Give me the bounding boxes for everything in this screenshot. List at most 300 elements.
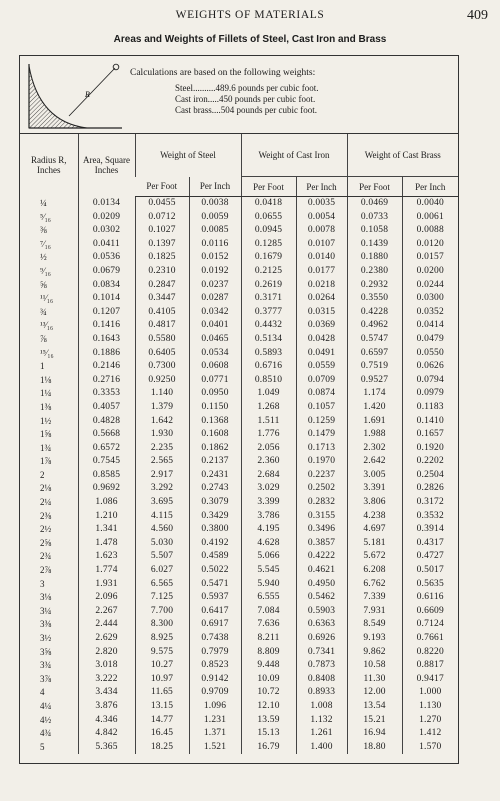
cell-radius: ¹⁵⁄₁₆ [40, 347, 54, 358]
cell-area: 0.4828 [78, 415, 135, 429]
cell-brass-per-inch: 0.1410 [402, 415, 458, 429]
table-row [20, 659, 458, 673]
cell-area: 1.931 [78, 578, 135, 592]
cell-iron-per-foot: 0.1679 [241, 251, 296, 265]
cell-brass-per-foot: 13.54 [347, 700, 402, 714]
cell-steel-per-foot: 7.125 [135, 591, 189, 605]
cell-brass-per-inch: 0.2826 [402, 482, 458, 496]
cell-brass-per-inch: 1.412 [402, 727, 458, 741]
cell-area: 0.7545 [78, 455, 135, 469]
table-row [20, 455, 458, 469]
cell-radius: ½ [40, 252, 47, 263]
cell-iron-per-inch: 1.261 [296, 727, 347, 741]
table-row [20, 415, 458, 429]
cell-brass-per-foot: 3.806 [347, 496, 402, 510]
cell-steel-per-inch: 0.8523 [189, 659, 241, 673]
table-row [20, 618, 458, 632]
cell-iron-per-inch: 0.3857 [296, 537, 347, 551]
cell-iron-per-foot: 1.268 [241, 401, 296, 415]
cell-iron-per-foot: 1.049 [241, 387, 296, 401]
cell-steel-per-foot: 1.379 [135, 401, 189, 415]
cell-steel-per-inch: 0.0342 [189, 306, 241, 320]
cell-brass-per-foot: 0.7519 [347, 360, 402, 374]
cell-area: 5.365 [78, 741, 135, 755]
cell-steel-per-foot: 16.45 [135, 727, 189, 741]
cell-area: 0.6572 [78, 442, 135, 456]
cell-area: 0.8585 [78, 469, 135, 483]
cell-iron-per-foot: 16.79 [241, 741, 296, 755]
cell-area: 2.444 [78, 618, 135, 632]
cell-area: 2.820 [78, 646, 135, 660]
cell-steel-per-inch: 0.0401 [189, 319, 241, 333]
table-row [20, 510, 458, 524]
running-title: WEIGHTS OF MATERIALS [175, 9, 325, 21]
cell-radius: 1 [40, 361, 45, 372]
calc-line-cast-iron: Cast iron.....450 pounds per cubic foot. [175, 94, 316, 104]
cell-brass-per-foot: 4.697 [347, 523, 402, 537]
cell-iron-per-foot: 0.2619 [241, 279, 296, 293]
cell-area: 1.774 [78, 564, 135, 578]
cell-iron-per-inch: 0.0035 [296, 197, 347, 211]
cell-iron-per-foot: 3.029 [241, 482, 296, 496]
cell-iron-per-foot: 0.5134 [241, 333, 296, 347]
cell-radius: 4¼ [40, 700, 52, 711]
cell-area: 1.623 [78, 550, 135, 564]
table-row [20, 319, 458, 333]
cell-brass-per-inch: 0.7661 [402, 632, 458, 646]
cell-radius: 4 [40, 687, 45, 698]
cell-area: 2.267 [78, 605, 135, 619]
cell-steel-per-foot: 9.575 [135, 646, 189, 660]
cell-brass-per-foot: 11.30 [347, 673, 402, 687]
cell-iron-per-foot: 0.0655 [241, 211, 296, 225]
cell-brass-per-inch: 0.0352 [402, 306, 458, 320]
cell-steel-per-foot: 8.925 [135, 632, 189, 646]
table-frame [19, 55, 459, 764]
cell-iron-per-foot: 5.940 [241, 578, 296, 592]
cell-iron-per-foot: 6.555 [241, 591, 296, 605]
table-row [20, 550, 458, 564]
cell-iron-per-inch: 0.3155 [296, 510, 347, 524]
cell-brass-per-inch: 0.0550 [402, 347, 458, 361]
cell-iron-per-foot: 13.59 [241, 714, 296, 728]
cell-brass-per-inch: 0.1183 [402, 401, 458, 415]
calc-line-steel: Steel..........489.6 pounds per cubic foot. [175, 83, 319, 93]
cell-iron-per-foot: 0.3171 [241, 292, 296, 306]
cell-steel-per-inch: 0.9709 [189, 686, 241, 700]
cell-brass-per-inch: 0.8817 [402, 659, 458, 673]
page-header [0, 9, 500, 25]
cell-brass-per-foot: 0.4962 [347, 319, 402, 333]
cell-steel-per-inch: 0.3429 [189, 510, 241, 524]
cell-steel-per-foot: 0.1027 [135, 224, 189, 238]
cell-steel-per-foot: 0.7300 [135, 360, 189, 374]
cell-radius: 2⅜ [40, 510, 52, 521]
header-iron-per-foot: Per Foot [241, 177, 296, 197]
cell-brass-per-foot: 9.862 [347, 646, 402, 660]
cell-steel-per-foot: 10.97 [135, 673, 189, 687]
cell-iron-per-inch: 0.0491 [296, 347, 347, 361]
cell-iron-per-inch: 0.1713 [296, 442, 347, 456]
cell-brass-per-foot: 0.3550 [347, 292, 402, 306]
cell-steel-per-inch: 0.1150 [189, 401, 241, 415]
cell-iron-per-inch: 0.2502 [296, 482, 347, 496]
cell-steel-per-foot: 14.77 [135, 714, 189, 728]
fillet-diagram [25, 60, 125, 132]
header-area: Area, Square Inches [78, 134, 135, 197]
cell-brass-per-inch: 0.1657 [402, 428, 458, 442]
cell-radius: 2¾ [40, 551, 52, 562]
cell-iron-per-foot: 0.2125 [241, 265, 296, 279]
cell-iron-per-inch: 0.2237 [296, 469, 347, 483]
cell-iron-per-inch: 0.2832 [296, 496, 347, 510]
cell-steel-per-foot: 0.9250 [135, 374, 189, 388]
table-title: Areas and Weights of Fillets of Steel, Cast Iron and Brass [113, 34, 387, 45]
cell-brass-per-foot: 3.391 [347, 482, 402, 496]
cell-steel-per-inch: 0.0534 [189, 347, 241, 361]
cell-iron-per-inch: 0.0369 [296, 319, 347, 333]
cell-area: 0.2146 [78, 360, 135, 374]
cell-steel-per-foot: 2.235 [135, 442, 189, 456]
header-radius: Radius R, Inches [20, 134, 78, 197]
cell-brass-per-foot: 1.174 [347, 387, 402, 401]
cell-radius: 3 [40, 578, 45, 589]
cell-brass-per-inch: 0.3172 [402, 496, 458, 510]
cell-steel-per-foot: 3.695 [135, 496, 189, 510]
cell-radius: 3½ [40, 633, 52, 643]
cell-radius: 1⅛ [40, 374, 52, 385]
cell-brass-per-foot: 7.931 [347, 605, 402, 619]
cell-steel-per-foot: 0.1397 [135, 238, 189, 252]
cell-iron-per-inch: 0.8408 [296, 673, 347, 687]
cell-steel-per-foot: 5.030 [135, 537, 189, 551]
cell-area: 4.346 [78, 714, 135, 728]
cell-iron-per-foot: 8.809 [241, 646, 296, 660]
cell-steel-per-inch: 0.0192 [189, 265, 241, 279]
cell-steel-per-inch: 0.4192 [189, 537, 241, 551]
cell-radius: 2⅝ [40, 537, 52, 548]
cell-area: 0.9692 [78, 482, 135, 496]
cell-brass-per-inch: 0.0244 [402, 279, 458, 293]
cell-brass-per-inch: 0.2504 [402, 469, 458, 483]
cell-steel-per-foot: 10.27 [135, 659, 189, 673]
cell-brass-per-inch: 1.130 [402, 700, 458, 714]
cell-brass-per-foot: 1.420 [347, 401, 402, 415]
cell-iron-per-inch: 0.0264 [296, 292, 347, 306]
cell-area: 3.018 [78, 659, 135, 673]
cell-brass-per-foot: 18.80 [347, 741, 402, 755]
cell-radius: 4¾ [40, 728, 52, 739]
cell-radius: 3⅞ [40, 673, 52, 684]
cell-steel-per-foot: 0.5580 [135, 333, 189, 347]
table-row [20, 523, 458, 537]
cell-brass-per-foot: 0.1439 [347, 238, 402, 252]
cell-brass-per-inch: 0.4727 [402, 550, 458, 564]
cell-brass-per-foot: 7.339 [347, 591, 402, 605]
header-brass-per-inch: Per Inch [402, 177, 458, 197]
cell-radius: ¼ [40, 197, 47, 208]
cell-brass-per-foot: 0.4228 [347, 306, 402, 320]
cell-steel-per-foot: 5.507 [135, 550, 189, 564]
cell-area: 1.341 [78, 523, 135, 537]
cell-steel-per-inch: 0.0771 [189, 374, 241, 388]
cell-brass-per-foot: 3.005 [347, 469, 402, 483]
cell-steel-per-inch: 1.521 [189, 741, 241, 755]
table-row [20, 360, 458, 374]
cell-area: 0.1416 [78, 319, 135, 333]
cell-area: 0.1014 [78, 292, 135, 306]
cell-iron-per-foot: 7.084 [241, 605, 296, 619]
table-row [20, 741, 458, 755]
header-cast-brass: Weight of Cast Brass [347, 134, 458, 177]
cell-iron-per-inch: 0.0140 [296, 251, 347, 265]
table-row [20, 646, 458, 660]
table-row [20, 469, 458, 483]
cell-steel-per-inch: 0.6417 [189, 605, 241, 619]
cell-steel-per-inch: 0.0608 [189, 360, 241, 374]
cell-brass-per-foot: 6.762 [347, 578, 402, 592]
cell-iron-per-inch: 0.0428 [296, 333, 347, 347]
cell-iron-per-foot: 4.628 [241, 537, 296, 551]
cell-steel-per-inch: 0.3800 [189, 523, 241, 537]
cell-radius: 3¾ [40, 660, 52, 671]
cell-iron-per-foot: 0.4432 [241, 319, 296, 333]
cell-steel-per-inch: 0.4589 [189, 550, 241, 564]
cell-steel-per-inch: 0.0152 [189, 251, 241, 265]
cell-steel-per-foot: 2.917 [135, 469, 189, 483]
cell-steel-per-foot: 6.027 [135, 564, 189, 578]
cell-radius: ¹¹⁄₁₆ [40, 293, 54, 304]
table-row [20, 251, 458, 265]
cell-area: 0.5668 [78, 428, 135, 442]
cell-steel-per-inch: 0.0237 [189, 279, 241, 293]
cell-radius: 2¼ [40, 497, 52, 508]
cell-area: 0.0679 [78, 265, 135, 279]
cell-steel-per-foot: 0.1825 [135, 251, 189, 265]
cell-steel-per-foot: 1.930 [135, 428, 189, 442]
cell-iron-per-inch: 0.3496 [296, 523, 347, 537]
cell-iron-per-inch: 0.7341 [296, 646, 347, 660]
cell-brass-per-inch: 0.0794 [402, 374, 458, 388]
cell-iron-per-foot: 0.8510 [241, 374, 296, 388]
cell-iron-per-foot: 0.3777 [241, 306, 296, 320]
calc-line-cast-brass: Cast brass....504 pounds per cubic foot. [175, 105, 317, 115]
cell-brass-per-inch: 0.0979 [402, 387, 458, 401]
cell-brass-per-inch: 0.0479 [402, 333, 458, 347]
cell-iron-per-foot: 2.056 [241, 442, 296, 456]
cell-area: 0.0134 [78, 197, 135, 211]
table-row [20, 632, 458, 646]
cell-iron-per-foot: 8.211 [241, 632, 296, 646]
calc-weights [175, 83, 318, 116]
cell-iron-per-inch: 0.7873 [296, 659, 347, 673]
cell-iron-per-foot: 0.0418 [241, 197, 296, 211]
cell-brass-per-foot: 0.9527 [347, 374, 402, 388]
table-row [20, 238, 458, 252]
cell-iron-per-inch: 0.5462 [296, 591, 347, 605]
table-row [20, 374, 458, 388]
cell-area: 0.0209 [78, 211, 135, 225]
radius-label: R [85, 90, 90, 99]
cell-radius: 1⅞ [40, 456, 52, 467]
cell-steel-per-inch: 0.1368 [189, 415, 241, 429]
table-row [20, 496, 458, 510]
cell-iron-per-inch: 0.0559 [296, 360, 347, 374]
table-row [20, 714, 458, 728]
cell-iron-per-inch: 0.4621 [296, 564, 347, 578]
cell-radius: ⁹⁄₁₆ [40, 265, 51, 276]
cell-iron-per-inch: 0.1479 [296, 428, 347, 442]
cell-brass-per-foot: 16.94 [347, 727, 402, 741]
cell-brass-per-inch: 0.0157 [402, 251, 458, 265]
cell-steel-per-inch: 0.7438 [189, 632, 241, 646]
cell-steel-per-foot: 0.2847 [135, 279, 189, 293]
table-row [20, 482, 458, 496]
cell-iron-per-foot: 1.511 [241, 415, 296, 429]
cell-iron-per-inch: 0.0874 [296, 387, 347, 401]
header-steel-per-foot: Per Foot [135, 177, 189, 197]
cell-brass-per-foot: 0.5747 [347, 333, 402, 347]
cell-brass-per-inch: 0.5635 [402, 578, 458, 592]
cell-steel-per-inch: 0.2743 [189, 482, 241, 496]
cell-brass-per-foot: 0.0469 [347, 197, 402, 211]
cell-brass-per-inch: 0.5017 [402, 564, 458, 578]
cell-radius: 3⅛ [40, 592, 52, 603]
cell-steel-per-foot: 0.0455 [135, 197, 189, 211]
cell-radius: 1½ [40, 415, 52, 426]
cell-steel-per-inch: 0.9142 [189, 673, 241, 687]
cell-iron-per-inch: 0.0177 [296, 265, 347, 279]
cell-brass-per-inch: 0.9417 [402, 673, 458, 687]
cell-brass-per-foot: 0.2932 [347, 279, 402, 293]
cell-iron-per-inch: 0.6926 [296, 632, 347, 646]
cell-steel-per-foot: 0.6405 [135, 347, 189, 361]
cell-iron-per-inch: 0.5903 [296, 605, 347, 619]
cell-radius: ¹³⁄₁₆ [40, 320, 54, 331]
cell-brass-per-inch: 0.0414 [402, 319, 458, 333]
cell-steel-per-inch: 0.0116 [189, 238, 241, 252]
cell-steel-per-inch: 1.231 [189, 714, 241, 728]
table-row [20, 224, 458, 238]
cell-steel-per-inch: 0.5022 [189, 564, 241, 578]
cell-brass-per-inch: 0.7124 [402, 618, 458, 632]
cell-iron-per-inch: 1.008 [296, 700, 347, 714]
cell-steel-per-inch: 0.0287 [189, 292, 241, 306]
cell-area: 3.222 [78, 673, 135, 687]
table-row [20, 306, 458, 320]
cell-steel-per-inch: 0.5471 [189, 578, 241, 592]
table-row [20, 428, 458, 442]
cell-iron-per-inch: 1.400 [296, 741, 347, 755]
cell-area: 2.629 [78, 632, 135, 646]
cell-steel-per-foot: 0.3447 [135, 292, 189, 306]
cell-brass-per-inch: 1.570 [402, 741, 458, 755]
cell-steel-per-foot: 4.115 [135, 510, 189, 524]
table-row [20, 564, 458, 578]
cell-radius: ¾ [40, 306, 47, 317]
cell-steel-per-foot: 0.0712 [135, 211, 189, 225]
cell-steel-per-foot: 1.642 [135, 415, 189, 429]
cell-brass-per-foot: 4.238 [347, 510, 402, 524]
cell-steel-per-inch: 0.2431 [189, 469, 241, 483]
cell-brass-per-foot: 12.00 [347, 686, 402, 700]
cell-iron-per-inch: 0.1259 [296, 415, 347, 429]
table-row [20, 700, 458, 714]
table-row [20, 333, 458, 347]
cell-steel-per-foot: 7.700 [135, 605, 189, 619]
cell-brass-per-inch: 0.8220 [402, 646, 458, 660]
cell-radius: ⁷⁄₁₆ [40, 238, 51, 249]
cell-area: 1.086 [78, 496, 135, 510]
cell-brass-per-inch: 0.0088 [402, 224, 458, 238]
weights-table [20, 133, 458, 754]
cell-iron-per-inch: 1.132 [296, 714, 347, 728]
cell-radius: ⁵⁄₁₆ [40, 211, 51, 222]
cell-radius: 2 [40, 469, 45, 480]
table-row [20, 387, 458, 401]
table-row [20, 442, 458, 456]
cell-steel-per-inch: 0.1608 [189, 428, 241, 442]
cell-iron-per-foot: 15.13 [241, 727, 296, 741]
cell-steel-per-inch: 0.7979 [189, 646, 241, 660]
cell-radius: 2½ [40, 524, 52, 535]
header-brass-per-foot: Per Foot [347, 177, 402, 197]
table-row [20, 197, 458, 211]
cell-area: 0.0302 [78, 224, 135, 238]
cell-brass-per-foot: 5.672 [347, 550, 402, 564]
cell-steel-per-foot: 8.300 [135, 618, 189, 632]
cell-radius: 2⅛ [40, 483, 52, 494]
cell-brass-per-inch: 0.2202 [402, 455, 458, 469]
cell-steel-per-foot: 18.25 [135, 741, 189, 755]
cell-steel-per-inch: 0.6917 [189, 618, 241, 632]
cell-radius: ⅞ [40, 333, 47, 344]
cell-iron-per-inch: 0.8933 [296, 686, 347, 700]
cell-iron-per-foot: 3.786 [241, 510, 296, 524]
cell-area: 1.210 [78, 510, 135, 524]
cell-radius: ⅝ [40, 279, 47, 290]
cell-iron-per-inch: 0.0078 [296, 224, 347, 238]
cell-brass-per-foot: 5.181 [347, 537, 402, 551]
cell-steel-per-foot: 0.4817 [135, 319, 189, 333]
cell-iron-per-foot: 5.066 [241, 550, 296, 564]
cell-iron-per-inch: 0.4950 [296, 578, 347, 592]
cell-steel-per-inch: 0.5937 [189, 591, 241, 605]
cell-area: 0.3353 [78, 387, 135, 401]
table-row [20, 591, 458, 605]
cell-brass-per-inch: 0.0300 [402, 292, 458, 306]
cell-brass-per-foot: 9.193 [347, 632, 402, 646]
cell-iron-per-foot: 0.6716 [241, 360, 296, 374]
cell-radius: 1¼ [40, 388, 52, 399]
cell-brass-per-inch: 0.6609 [402, 605, 458, 619]
header-steel-per-inch: Per Inch [189, 177, 241, 197]
cell-radius: 4½ [40, 714, 52, 725]
cell-iron-per-foot: 4.195 [241, 523, 296, 537]
cell-steel-per-inch: 1.096 [189, 700, 241, 714]
cell-iron-per-inch: 0.1970 [296, 455, 347, 469]
cell-iron-per-foot: 5.545 [241, 564, 296, 578]
header-cast-iron: Weight of Cast Iron [241, 134, 347, 177]
cell-area: 0.2716 [78, 374, 135, 388]
cell-area: 3.876 [78, 700, 135, 714]
cell-steel-per-inch: 0.1862 [189, 442, 241, 456]
cell-radius: 1⅝ [40, 429, 52, 440]
cell-iron-per-foot: 0.0945 [241, 224, 296, 238]
cell-steel-per-foot: 13.15 [135, 700, 189, 714]
cell-iron-per-foot: 10.72 [241, 686, 296, 700]
cell-iron-per-foot: 12.10 [241, 700, 296, 714]
